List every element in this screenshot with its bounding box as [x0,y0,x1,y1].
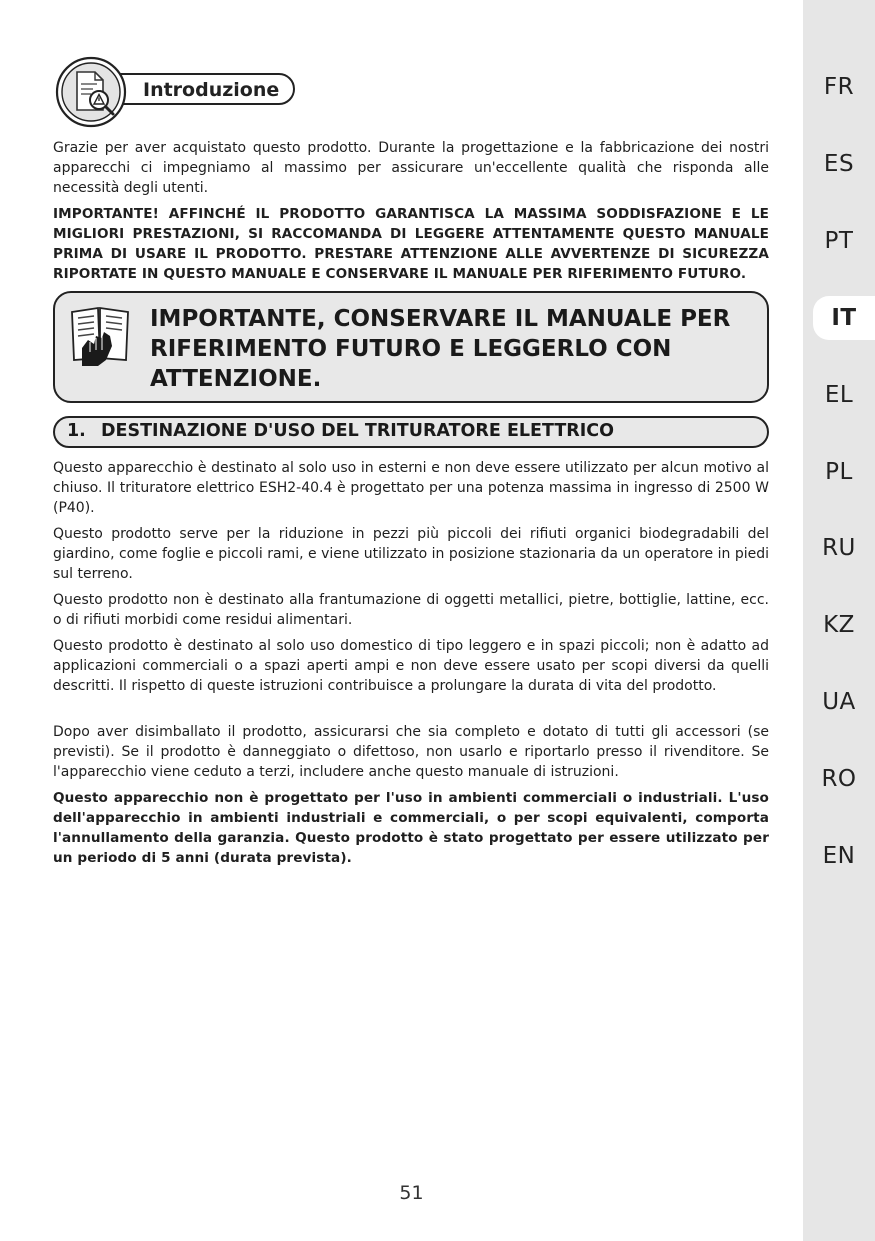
language-tab-es[interactable]: ES [823,151,855,177]
language-tab-en[interactable]: EN [822,843,856,869]
language-tab-it[interactable]: IT [813,296,875,340]
section-bold-paragraph: Questo apparecchio non è progettato per l'uso in ambienti commerciali o industriali. L'uso dell'apparecchio in ambienti industriali e commerciali, o per scopi equivalenti, comporta l'annullamento della garanzia. Questo prodotto è stato progettato per essere utilizzato per un periodo di 5 anni (durata prevista). [53,790,769,866]
section-paragraph: Questo prodotto è destinato al solo uso domestico di tipo leggero e in spazi piccoli; non è adatto ad applicazioni commerciali o a spazi aperti ampi e non deve essere usato per scopi diversi da quelli descritti. Il rispetto di queste istruzioni contribuisce a prolungare la durata di vita del prodotto. [53,638,769,694]
language-tab-ro[interactable]: RO [821,766,857,792]
section-title: DESTINAZIONE D'USO DEL TRITURATORE ELETTRICO [101,421,614,441]
language-tab-pt[interactable]: PT [824,228,854,254]
intro-important-paragraph: IMPORTANTE! AFFINCHÉ IL PRODOTTO GARANTISCA LA MASSIMA SODDISFAZIONE E LE MIGLIORI PRESTAZIONI, SI RACCOMANDA DI LEGGERE ATTENTAMENTE QUESTO MANUALE PRIMA DI USARE IL PRODOTTO. PRESTARE ATTENZIONE ALLE AVVERTENZE DI SICUREZZA RIPORTATE IN QUESTO MANUALE E CONSERVARE IL MANUALE PER RIFERIMENTO FUTURO. [53,206,769,282]
section-paragraph: Questo prodotto non è destinato alla frantumazione di oggetti metallici, pietre, bottiglie, lattine, ecc. o di rifiuti morbidi come residui alimentari. [53,592,769,628]
intro-paragraph: Grazie per aver acquistato questo prodotto. Durante la progettazione e la fabbricazione dei nostri apparecchi ci impegniamo al massimo per assicurare un'eccellente qualità che risponda alle necessità degli utenti. [53,140,769,196]
section-number: 1. [67,421,86,441]
important-notice-text: IMPORTANTE, CONSERVARE IL MANUALE PER RIFERIMENTO FUTURO E LEGGERLO CON ATTENZIONE. [150,306,731,392]
language-tab-ru[interactable]: RU [822,535,856,561]
language-tab-el[interactable]: EL [824,382,854,408]
language-tab-kz[interactable]: KZ [823,612,855,638]
language-tab-fr[interactable]: FR [823,74,855,100]
manual-reading-icon [68,302,134,368]
document-warning-icon [55,56,127,128]
section-paragraph: Dopo aver disimballato il prodotto, assicurarsi che sia completo e dotato di tutti gli accessori (se previsti). Se il prodotto è danneggiato o difettoso, non usarlo e riportarlo presso il rivenditore. Se l'apparecchio viene ceduto a terzi, includere anche questo manuale di istruzioni. [53,724,769,780]
section-paragraph: Questo apparecchio è destinato al solo uso in esterni e non deve essere utilizzato per alcun motivo al chiuso. Il trituratore elettrico ESH2-40.4 è progettato per una potenza massima in ingresso di 2500 W (P40). [53,460,769,516]
language-tab-ua[interactable]: UA [822,689,856,715]
language-tab-pl[interactable]: PL [825,459,853,485]
language-sidebar [803,0,875,1241]
page-number: 51 [399,1182,424,1204]
section-paragraph: Questo prodotto serve per la riduzione in pezzi più piccoli dei rifiuti organici biodegradabili del giardino, come foglie e piccoli rami, e viene utilizzato in posizione stazionaria da un operatore in piedi sul terreno. [53,526,769,582]
intro-title: Introduzione [143,79,280,101]
